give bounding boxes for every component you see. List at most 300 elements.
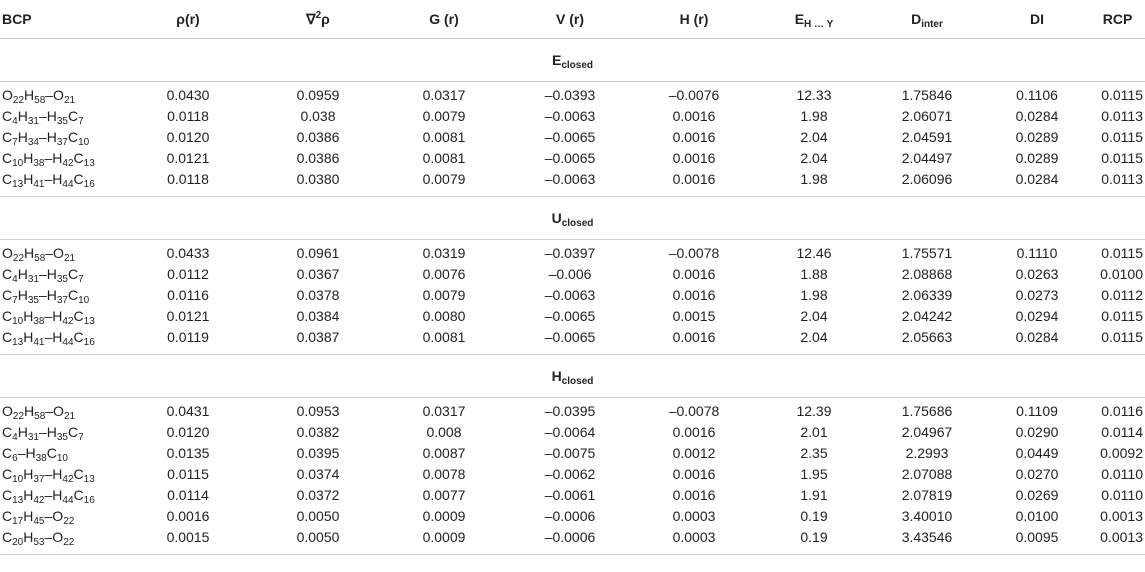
- cell-h: 0.0016: [672, 171, 716, 187]
- cell-lap: 0.0367: [296, 266, 340, 282]
- bcp-atom: –H: [38, 424, 57, 440]
- cell-rcp: 0.0115: [1101, 150, 1143, 166]
- cell-d: 2.07088: [901, 466, 953, 482]
- bcp-atom: C: [73, 329, 84, 345]
- bcp-atom-index: 42: [33, 495, 45, 506]
- bcp-atom: H: [23, 466, 34, 482]
- cell-e: 1.95: [800, 466, 828, 482]
- bcp-atom-index: 38: [33, 316, 45, 327]
- cell-e: 0.19: [800, 508, 828, 524]
- cell-bcp: [0, 327, 120, 348]
- cell-h: 0.0016: [672, 108, 716, 124]
- cell-h: 0.0016: [672, 424, 716, 440]
- cell-g: 0.0319: [422, 245, 466, 261]
- cell-lap: 0.0387: [296, 329, 340, 345]
- cell-bcp: [0, 127, 120, 148]
- bcp-atom: –H: [44, 308, 63, 324]
- cell-rho: 0.0119: [167, 329, 209, 345]
- cell-rcp: 0.0013: [1100, 529, 1143, 545]
- bcp-atom-index: 41: [33, 179, 45, 190]
- section-label-sub: closed: [561, 218, 594, 229]
- bcp-atom: C: [2, 529, 13, 545]
- table-row: [0, 285, 1145, 306]
- cell-h: 0.0016: [672, 266, 716, 282]
- header-g: G (r): [380, 0, 508, 39]
- bcp-atom-index: 17: [12, 516, 24, 527]
- cell-bcp: [0, 285, 120, 306]
- cell-rho: 0.0121: [166, 308, 210, 324]
- bcp-atom: O: [2, 403, 13, 419]
- cell-lap: 0.0380: [296, 171, 340, 187]
- bcp-atom: –O: [45, 87, 64, 103]
- bcp-atom: –O: [45, 403, 64, 419]
- cell-d: 1.75686: [901, 403, 953, 419]
- cell-g: 0.0081: [422, 329, 466, 345]
- bcp-atom: C: [2, 329, 13, 345]
- cell-rho: 0.0114: [167, 487, 209, 503]
- cell-h: 0.0003: [672, 529, 716, 545]
- cell-lap: 0.0050: [296, 508, 340, 524]
- cell-g: 0.0317: [422, 87, 466, 103]
- bcp-atom: –H: [38, 266, 57, 282]
- bcp-atom-index: 16: [83, 495, 95, 506]
- cell-d: 2.06071: [901, 108, 953, 124]
- bcp-atom-index: 13: [83, 316, 95, 327]
- cell-h: 0.0016: [672, 329, 716, 345]
- cell-rho: 0.0135: [166, 445, 210, 461]
- cell-bcp: [0, 527, 120, 548]
- table-row: [0, 127, 1145, 148]
- bcp-atom-index: 41: [33, 337, 45, 348]
- bcp-atom-index: 21: [63, 253, 76, 264]
- cell-lap: 0.0961: [296, 245, 340, 261]
- cell-d: 2.04242: [901, 308, 953, 324]
- cell-e: 1.88: [800, 266, 828, 282]
- cell-v: –0.0393: [544, 87, 596, 103]
- cell-h: –0.0078: [668, 403, 720, 419]
- cell-lap: 0.0378: [296, 287, 340, 303]
- spacer-cell: [0, 548, 1145, 555]
- cell-rho: 0.0118: [167, 108, 209, 124]
- cell-v: –0.0006: [544, 508, 596, 524]
- header-laplacian-sup: 2: [315, 9, 322, 21]
- bcp-atom: C: [2, 445, 13, 461]
- header-h: H (r): [632, 0, 756, 39]
- bcp-atom: H: [17, 108, 28, 124]
- cell-bcp: [0, 506, 120, 527]
- cell-bcp: [0, 148, 120, 169]
- cell-v: –0.0065: [544, 329, 596, 345]
- cell-d: 2.08868: [901, 266, 953, 282]
- bcp-atom-index: 7: [78, 432, 84, 443]
- bcp-atom-index: 42: [62, 474, 74, 485]
- bcp-atom: –O: [44, 508, 64, 524]
- bcp-atom-index: 22: [63, 537, 75, 548]
- bcp-atom: –H: [17, 445, 36, 461]
- bcp-atom: H: [23, 487, 34, 503]
- cell-rcp: 0.0013: [1100, 508, 1143, 524]
- cell-v: –0.0065: [544, 308, 596, 324]
- cell-rcp: 0.0100: [1100, 266, 1143, 282]
- cell-rcp: 0.0092: [1100, 445, 1143, 461]
- cell-di: 0.1106: [1016, 87, 1058, 103]
- cell-g: 0.0081: [422, 150, 466, 166]
- table-row: [0, 85, 1145, 106]
- cell-di: 0.0289: [1015, 129, 1059, 145]
- bcp-atom-index: 35: [27, 295, 39, 306]
- cell-lap: 0.0386: [296, 129, 340, 145]
- cell-d: 2.06339: [901, 287, 953, 303]
- cell-g: 0.0009: [422, 508, 466, 524]
- cell-di: 0.1109: [1016, 403, 1058, 419]
- table-row: [0, 527, 1145, 548]
- cell-v: –0.0061: [544, 487, 596, 503]
- bcp-atom-index: 58: [34, 253, 46, 264]
- cell-di: 0.0284: [1015, 329, 1059, 345]
- cell-g: 0.0080: [422, 308, 466, 324]
- header-d-sub: inter: [921, 19, 943, 30]
- cell-rcp: 0.0112: [1101, 287, 1143, 303]
- bcp-atom-index: 58: [34, 95, 46, 106]
- bcp-atom-index: 21: [63, 95, 76, 106]
- cell-v: –0.0064: [544, 424, 596, 440]
- cell-e: 2.04: [800, 308, 828, 324]
- bcp-atom-index: 13: [83, 158, 95, 169]
- cell-di: 0.0290: [1015, 424, 1059, 440]
- cell-rho: 0.0120: [166, 129, 210, 145]
- cell-v: –0.0063: [544, 108, 596, 124]
- cell-rcp: 0.0114: [1101, 424, 1143, 440]
- cell-bcp: [0, 485, 120, 506]
- bcp-atom: C: [73, 487, 84, 503]
- bcp-atom-index: 31: [27, 432, 39, 443]
- bcp-atom-index: 37: [33, 474, 45, 485]
- bcp-atom: C: [2, 287, 13, 303]
- bcp-atom-index: 44: [62, 337, 74, 348]
- cell-h: –0.0076: [668, 87, 720, 103]
- header-laplacian-nabla: ∇: [306, 10, 316, 27]
- cell-e: 1.98: [800, 287, 828, 303]
- cell-rho: 0.0430: [166, 87, 210, 103]
- table-row: [0, 106, 1145, 127]
- cell-e: 2.01: [800, 424, 828, 440]
- cell-g: 0.0081: [422, 129, 466, 145]
- cell-d: 2.04497: [901, 150, 953, 166]
- cell-di: 0.0449: [1015, 445, 1059, 461]
- bcp-atom-index: 31: [27, 274, 39, 285]
- header-laplacian: [256, 0, 380, 39]
- cell-rcp: 0.0115: [1101, 87, 1143, 103]
- cell-rho: 0.0116: [167, 287, 209, 303]
- cell-v: –0.0075: [544, 445, 596, 461]
- cell-v: –0.0062: [544, 466, 596, 482]
- cell-d: 1.75571: [901, 245, 953, 261]
- cell-bcp: [0, 464, 120, 485]
- cell-v: –0.006: [548, 266, 592, 282]
- cell-rho: 0.0016: [166, 508, 210, 524]
- bcp-atom: –H: [38, 108, 57, 124]
- cell-g: 0.008: [426, 424, 462, 440]
- cell-rcp: 0.0110: [1101, 466, 1143, 482]
- cell-h: 0.0016: [672, 487, 716, 503]
- spacer-row: [0, 548, 1145, 555]
- bcp-atom-index: 10: [78, 137, 90, 148]
- bcp-atom: C: [2, 424, 13, 440]
- cell-rcp: 0.0113: [1101, 108, 1143, 124]
- table-row: [0, 148, 1145, 169]
- cell-e: 2.04: [800, 150, 828, 166]
- bcp-atom: –H: [38, 287, 57, 303]
- bcp-atom: C: [2, 466, 13, 482]
- cell-bcp: [0, 401, 120, 422]
- cell-lap: 0.0959: [296, 87, 340, 103]
- cell-g: 0.0317: [422, 403, 466, 419]
- cell-e: 12.33: [796, 87, 832, 103]
- section-label: [0, 197, 1145, 240]
- bcp-atom-index: 44: [62, 179, 74, 190]
- cell-rho: 0.0015: [166, 529, 210, 545]
- bcp-atom-index: 7: [12, 295, 18, 306]
- cell-rcp: 0.0116: [1101, 403, 1143, 419]
- cell-di: 0.0270: [1015, 466, 1059, 482]
- cell-d: 3.40010: [901, 508, 953, 524]
- bcp-atom: H: [24, 245, 35, 261]
- header-row: [0, 0, 1145, 39]
- bcp-atom-index: 37: [56, 295, 68, 306]
- cell-h: 0.0016: [672, 287, 716, 303]
- cell-di: 0.0095: [1015, 529, 1059, 545]
- bcp-atom-index: 13: [12, 179, 24, 190]
- cell-e: 1.91: [800, 487, 828, 503]
- cell-e: 2.04: [800, 329, 828, 345]
- bcp-atom-index: 10: [12, 474, 24, 485]
- bcp-atom-index: 20: [12, 537, 24, 548]
- bcp-atom-index: 7: [12, 137, 18, 148]
- bcp-atom: C: [46, 445, 57, 461]
- cell-h: –0.0078: [668, 245, 720, 261]
- bcp-atom-index: 10: [78, 295, 90, 306]
- cell-di: 0.1110: [1016, 245, 1058, 261]
- header-e-main: E: [794, 11, 805, 27]
- bcp-atom-index: 22: [63, 516, 75, 527]
- cell-bcp: [0, 243, 120, 264]
- cell-lap: 0.038: [300, 108, 336, 124]
- cell-e: 12.46: [796, 245, 832, 261]
- bcp-atom: H: [24, 87, 35, 103]
- table-row: [0, 422, 1145, 443]
- bcp-atom-index: 37: [56, 137, 68, 148]
- bcp-atom-index: 13: [83, 474, 95, 485]
- cell-di: 0.0263: [1015, 266, 1059, 282]
- cell-h: 0.0012: [672, 445, 716, 461]
- cell-d: 2.07819: [901, 487, 953, 503]
- bcp-atom-index: 10: [12, 158, 24, 169]
- bcp-atom-index: 31: [27, 116, 39, 127]
- table-row: [0, 401, 1145, 422]
- bcp-atom: H: [17, 287, 28, 303]
- cell-v: –0.0395: [544, 403, 596, 419]
- cell-di: 0.0284: [1015, 171, 1059, 187]
- bcp-atom: C: [67, 108, 79, 124]
- bcp-atom: C: [2, 171, 13, 187]
- table-body: [0, 39, 1145, 555]
- cell-h: 0.0016: [672, 129, 716, 145]
- bcp-atom-index: 6: [12, 453, 18, 464]
- cell-e: 2.04: [800, 129, 828, 145]
- table-row: [0, 243, 1145, 264]
- cell-lap: 0.0953: [296, 403, 340, 419]
- section-label-main: E: [551, 52, 562, 68]
- cell-g: 0.0079: [422, 287, 466, 303]
- bcp-atom: C: [73, 466, 84, 482]
- cell-di: 0.0100: [1015, 508, 1059, 524]
- bcp-atom: C: [67, 129, 79, 145]
- bcp-atom: –H: [44, 487, 63, 503]
- cell-v: –0.0065: [544, 129, 596, 145]
- bcp-atom-index: 35: [56, 274, 68, 285]
- section-label: [0, 355, 1145, 398]
- bcp-atom-index: 22: [12, 253, 25, 264]
- bcp-atom: –O: [44, 529, 64, 545]
- bcp-atom: –H: [38, 129, 57, 145]
- cell-e: 2.35: [800, 445, 828, 461]
- cell-rcp: 0.0113: [1101, 171, 1143, 187]
- cell-e: 1.98: [800, 171, 828, 187]
- bcp-atom-index: 45: [33, 516, 45, 527]
- bcp-atom-index: 4: [12, 274, 18, 285]
- header-rho: ρ(r): [120, 0, 256, 39]
- bcp-atom-index: 4: [12, 432, 18, 443]
- cell-h: 0.0016: [672, 466, 716, 482]
- bcp-atom-index: 16: [83, 337, 95, 348]
- bcp-atom: C: [73, 150, 84, 166]
- cell-bcp: [0, 422, 120, 443]
- cell-rho: 0.0120: [166, 424, 210, 440]
- table-row: [0, 506, 1145, 527]
- cell-rho: 0.0431: [166, 403, 210, 419]
- cell-d: 2.2993: [905, 445, 949, 461]
- bcp-atom-index: 13: [12, 337, 24, 348]
- bcp-atom-index: 10: [12, 316, 24, 327]
- cell-d: 2.05663: [901, 329, 953, 345]
- bcp-atom: H: [23, 329, 34, 345]
- section-label-main: H: [551, 368, 562, 384]
- bcp-atom: C: [2, 129, 13, 145]
- bcp-atom-index: 22: [12, 95, 25, 106]
- table-row: [0, 464, 1145, 485]
- bcp-atom: –O: [45, 245, 64, 261]
- bcp-atom: C: [67, 266, 79, 282]
- cell-rho: 0.0118: [167, 171, 209, 187]
- bcp-atom: C: [67, 287, 79, 303]
- bcp-atom: C: [2, 308, 13, 324]
- bcp-atom-index: 10: [56, 453, 68, 464]
- cell-rcp: 0.0115: [1101, 308, 1143, 324]
- cell-d: 2.04967: [901, 424, 953, 440]
- cell-lap: 0.0382: [296, 424, 340, 440]
- bcp-atom: H: [17, 129, 28, 145]
- cell-g: 0.0009: [422, 529, 466, 545]
- cell-h: 0.0003: [672, 508, 716, 524]
- section-label: [0, 39, 1145, 82]
- table-row: [0, 306, 1145, 327]
- cell-rcp: 0.0115: [1101, 245, 1143, 261]
- section-label-main: U: [551, 210, 562, 226]
- cell-rcp: 0.0110: [1101, 487, 1143, 503]
- table-row: [0, 327, 1145, 348]
- bcp-atom: C: [2, 266, 13, 282]
- bcp-atom-index: 7: [78, 116, 84, 127]
- bcp-atom: H: [24, 403, 35, 419]
- cell-v: –0.0063: [544, 287, 596, 303]
- cell-di: 0.0269: [1015, 487, 1059, 503]
- cell-h: 0.0015: [672, 308, 716, 324]
- bcp-atom-index: 35: [56, 116, 68, 127]
- header-laplacian-rho: ρ: [321, 10, 330, 27]
- table-row: [0, 169, 1145, 190]
- bcp-atom-index: 7: [78, 274, 84, 285]
- header-di: DI: [982, 0, 1092, 39]
- bcp-atom-index: 53: [33, 537, 45, 548]
- bcp-atom-index: 42: [62, 316, 74, 327]
- bcp-atom-index: 35: [56, 432, 68, 443]
- cell-di: 0.0284: [1015, 108, 1059, 124]
- section-header-row: [0, 197, 1145, 240]
- bcp-atom: C: [2, 108, 13, 124]
- bcp-atom: H: [23, 150, 34, 166]
- bcp-atom: C: [2, 487, 13, 503]
- cell-bcp: [0, 85, 120, 106]
- cell-lap: 0.0050: [296, 529, 340, 545]
- cell-lap: 0.0395: [296, 445, 340, 461]
- bcp-atom: –H: [44, 171, 63, 187]
- cell-e: 0.19: [800, 529, 828, 545]
- bcp-atom: H: [17, 424, 28, 440]
- bcp-atom: C: [2, 508, 13, 524]
- header-v: V (r): [508, 0, 632, 39]
- bcp-atom: –H: [44, 329, 63, 345]
- bcp-atom: O: [2, 245, 13, 261]
- cell-rho: 0.0115: [167, 466, 209, 482]
- cell-di: 0.0273: [1015, 287, 1059, 303]
- cell-e: 1.98: [800, 108, 828, 124]
- cell-g: 0.0079: [422, 171, 466, 187]
- bcp-atom: C: [73, 171, 84, 187]
- cell-rho: 0.0112: [167, 266, 209, 282]
- bcp-atom: C: [2, 150, 13, 166]
- cell-rcp: 0.0115: [1101, 329, 1143, 345]
- cell-d: 3.43546: [901, 529, 953, 545]
- cell-bcp: [0, 306, 120, 327]
- cell-v: –0.0063: [544, 171, 596, 187]
- bcp-atom: H: [23, 308, 34, 324]
- cell-g: 0.0087: [422, 445, 466, 461]
- cell-lap: 0.0374: [296, 466, 340, 482]
- cell-rho: 0.0433: [166, 245, 210, 261]
- header-d: [872, 0, 982, 39]
- header-rcp: RCP: [1092, 0, 1145, 39]
- bcp-atom-index: 16: [83, 179, 95, 190]
- bcp-atom-index: 4: [12, 116, 18, 127]
- bcp-atom-index: 44: [62, 495, 74, 506]
- cell-g: 0.0078: [422, 466, 466, 482]
- section-label-sub: closed: [561, 376, 594, 387]
- bcp-atom: O: [2, 87, 13, 103]
- bcp-atom: C: [73, 308, 84, 324]
- header-d-main: D: [911, 11, 922, 27]
- section-header-row: [0, 39, 1145, 82]
- bcp-atom-index: 13: [12, 495, 24, 506]
